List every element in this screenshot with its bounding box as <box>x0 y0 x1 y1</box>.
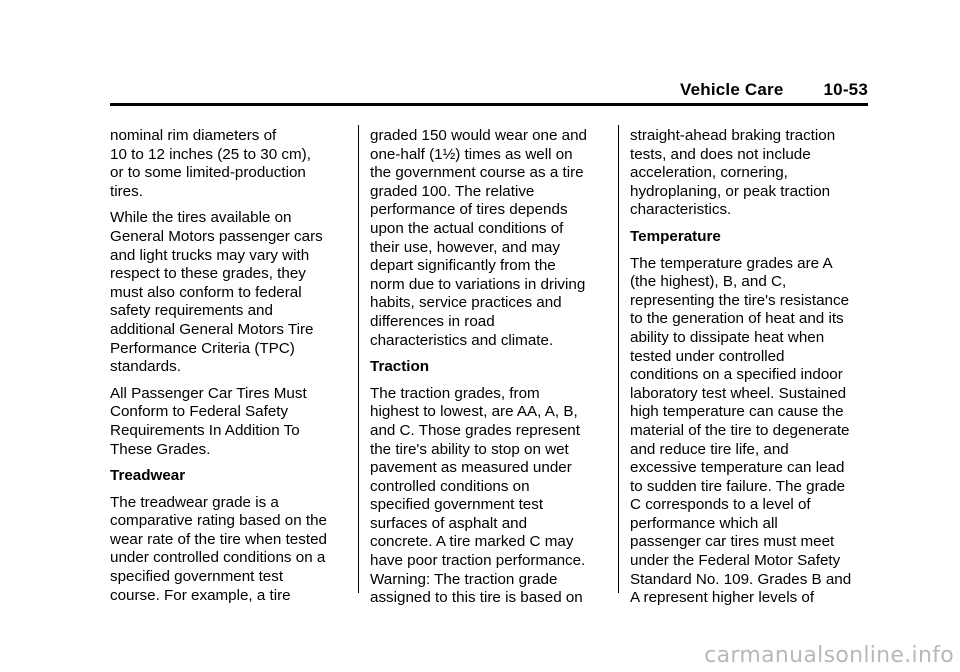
text-line: specified government test <box>110 568 284 586</box>
text-line: one-half (1½) times as well on <box>370 145 573 163</box>
text-line: and light trucks may vary with <box>110 246 310 264</box>
paragraph <box>630 255 870 608</box>
text-line: While the tires available on <box>110 209 292 227</box>
column-divider-1 <box>358 125 359 593</box>
paragraph <box>110 385 350 459</box>
text-line: high temperature can cause the <box>630 403 844 421</box>
text-line: representing the tire's resistance <box>630 291 850 309</box>
text-line: (the highest), B, and C, <box>630 273 787 291</box>
header-rule <box>110 103 868 106</box>
text-line: tests, and does not include <box>630 145 811 163</box>
text-line: under the Federal Motor Safety <box>630 552 841 570</box>
section-heading <box>630 228 870 247</box>
text-line: Warning: The traction grade <box>370 570 558 588</box>
paragraph <box>110 494 350 606</box>
text-line: A represent higher levels of <box>630 589 815 607</box>
text-line: wear rate of the tire when tested <box>110 530 327 548</box>
text-line: Treadwear <box>110 467 186 485</box>
text-line: to sudden tire failure. The grade <box>630 477 846 495</box>
text-line: All Passenger Car Tires Must <box>110 384 307 402</box>
text-line: must also conform to federal <box>110 283 302 301</box>
paragraph <box>110 209 350 376</box>
text-line: characteristics. <box>630 201 732 219</box>
text-line: graded 150 would wear one and <box>370 127 588 144</box>
text-line: concrete. A tire marked C may <box>370 533 574 551</box>
text-line: graded 100. The relative <box>370 182 535 200</box>
text-line: straight-ahead braking traction <box>630 127 836 144</box>
paragraph <box>110 127 350 201</box>
text-line: comparative rating based on the <box>110 512 327 530</box>
watermark[interactable]: carmanualsonline.info <box>704 643 954 668</box>
text-line: Conform to Federal Safety <box>110 403 289 421</box>
text-line: Performance Criteria (TPC) <box>110 339 295 357</box>
text-column-1 <box>110 127 350 613</box>
text-line: or to some limited-production <box>110 164 306 182</box>
column-divider-2 <box>618 125 619 593</box>
text-line: have poor traction performance. <box>370 552 586 570</box>
text-line: 10 to 12 inches (25 to 30 cm), <box>110 145 311 163</box>
text-line: to the generation of heat and its <box>630 310 844 328</box>
text-line: their use, however, and may <box>370 238 560 256</box>
section-heading <box>370 358 610 377</box>
text-line: respect to these grades, they <box>110 265 306 283</box>
text-line: excessive temperature can lead <box>630 459 845 477</box>
text-line: nominal rim diameters of <box>110 127 277 144</box>
text-line: General Motors passenger cars <box>110 227 323 245</box>
text-line: performance of tires depends <box>370 201 568 219</box>
text-line: laboratory test wheel. Sustained <box>630 384 847 402</box>
text-line: characteristics and climate. <box>370 331 554 349</box>
text-line: surfaces of asphalt and <box>370 514 528 532</box>
page-number: 10-53 <box>823 80 868 99</box>
text-line: performance which all <box>630 514 778 532</box>
text-line: Temperature <box>630 227 721 245</box>
text-line: passenger car tires must meet <box>630 533 835 551</box>
text-line: highest to lowest, are AA, A, B, <box>370 403 578 421</box>
text-line: and C. Those grades represent <box>370 421 580 439</box>
text-line: ability to dissipate heat when <box>630 328 825 346</box>
text-line: norm due to variations in driving <box>370 275 586 293</box>
text-line: assigned to this tire is based on <box>370 589 583 607</box>
text-line: pavement as measured under <box>370 459 572 477</box>
text-line: hydroplaning, or peak traction <box>630 182 831 200</box>
text-line: standards. <box>110 358 181 376</box>
text-line: habits, service practices and <box>370 294 562 312</box>
paragraph <box>370 127 610 350</box>
text-line: differences in road <box>370 312 495 330</box>
text-line: upon the actual conditions of <box>370 219 564 237</box>
text-line: material of the tire to degenerate <box>630 421 850 439</box>
text-line: conditions on a specified indoor <box>630 366 843 384</box>
text-line: Traction <box>370 358 430 376</box>
text-line: under controlled conditions on a <box>110 549 326 567</box>
text-column-3 <box>630 127 870 616</box>
section-title: Vehicle Care <box>679 80 784 99</box>
paragraph <box>630 127 870 220</box>
text-line: The traction grades, from <box>370 384 540 402</box>
text-line: tested under controlled <box>630 347 785 365</box>
text-line: safety requirements and <box>110 302 273 320</box>
text-line: acceleration, cornering, <box>630 164 788 182</box>
text-line: and reduce tire life, and <box>630 440 789 458</box>
section-heading <box>110 467 350 486</box>
text-line: the government course as a tire <box>370 164 584 182</box>
text-line: The treadwear grade is a <box>110 493 279 511</box>
text-line: course. For example, a tire <box>110 586 291 604</box>
text-line: The temperature grades are A <box>630 254 833 272</box>
text-line: the tire's ability to stop on wet <box>370 440 569 458</box>
paragraph <box>370 385 610 608</box>
text-line: C corresponds to a level of <box>630 496 811 514</box>
text-line: Requirements In Addition To <box>110 421 300 439</box>
text-column-2 <box>370 127 610 616</box>
text-line: These Grades. <box>110 440 211 458</box>
text-line: additional General Motors Tire <box>110 320 314 338</box>
text-line: depart significantly from the <box>370 257 556 275</box>
text-line: tires. <box>110 182 143 200</box>
text-line: controlled conditions on <box>370 477 530 495</box>
text-line: specified government test <box>370 496 544 514</box>
text-line: Standard No. 109. Grades B and <box>630 570 852 588</box>
